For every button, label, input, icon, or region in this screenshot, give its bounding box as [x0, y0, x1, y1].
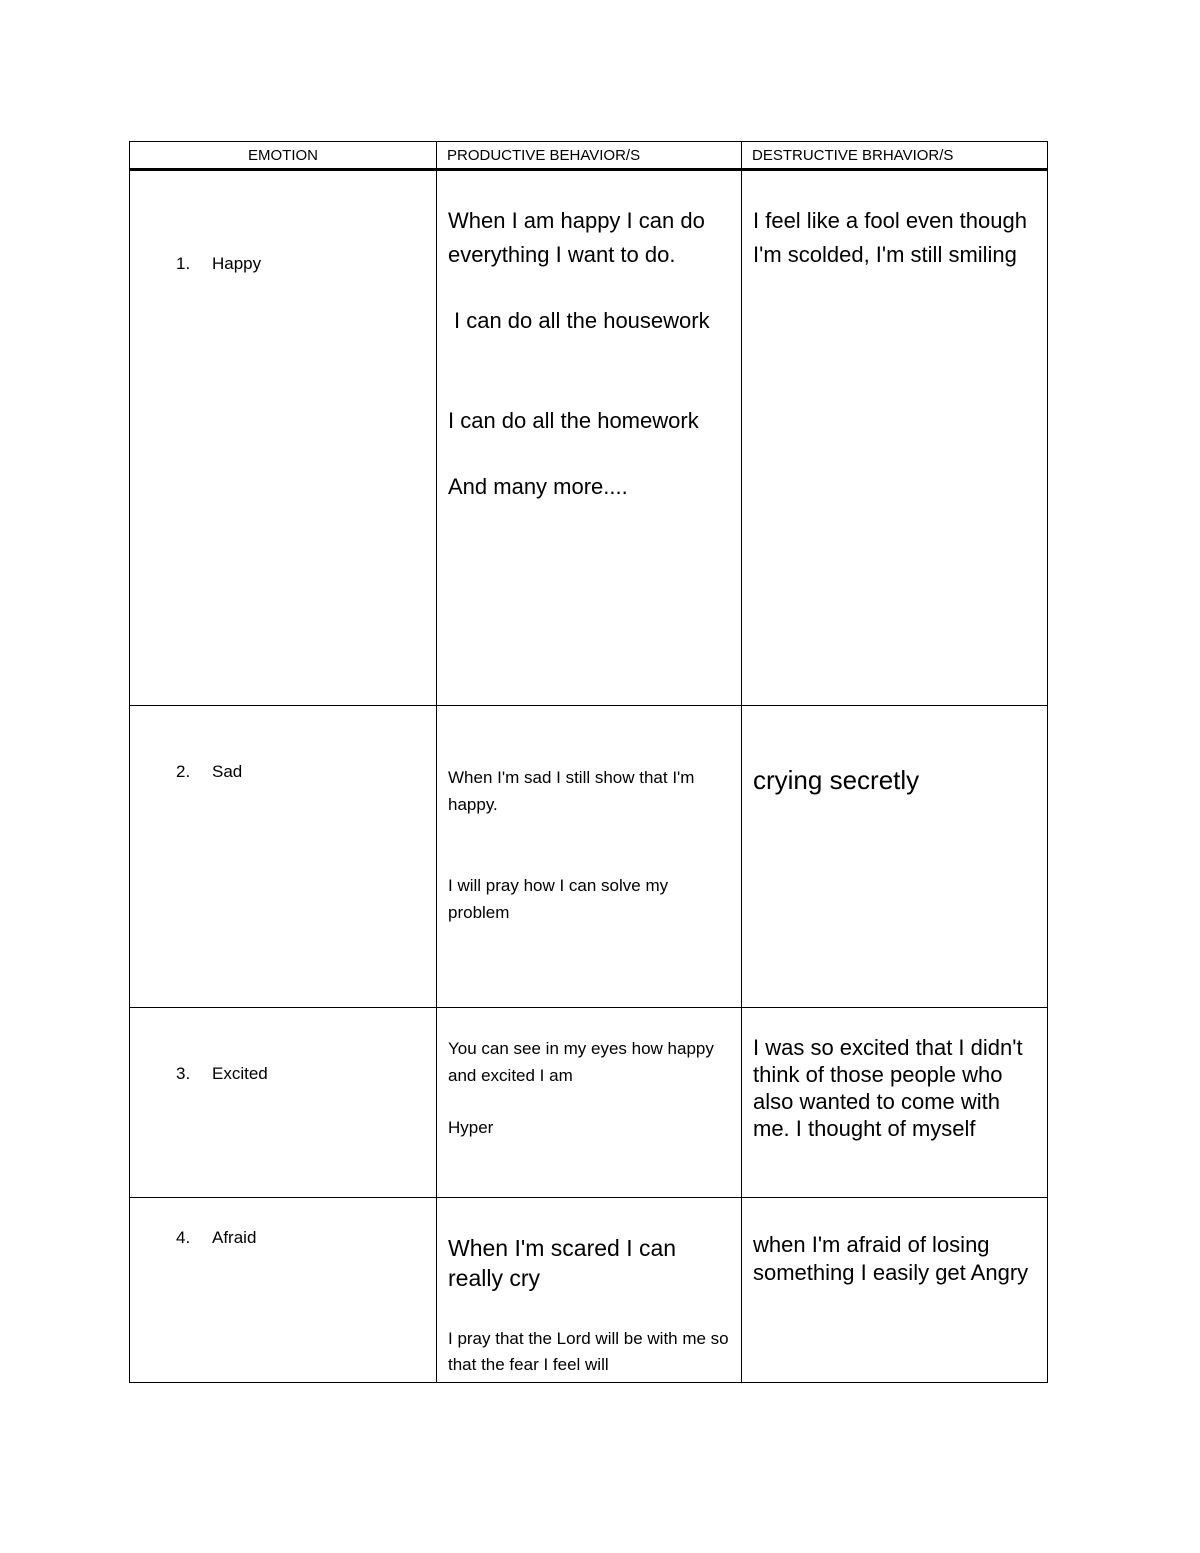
destructive-cell	[742, 1198, 1048, 1383]
header-emotion: EMOTION	[130, 142, 437, 170]
productive-text: I can do all the housework	[454, 308, 710, 333]
productive-cell	[437, 170, 742, 706]
row-number: 1.	[176, 254, 191, 273]
productive-cell	[437, 1008, 742, 1198]
destructive-text: when I'm afraid of losing something I easily get Angry	[753, 1232, 1029, 1285]
productive-text: Hyper	[448, 1118, 494, 1137]
emotion-label: Excited	[212, 1064, 268, 1083]
table-header-row	[130, 142, 1048, 170]
row-number: 3.	[176, 1064, 191, 1083]
header-destructive: DESTRUCTIVE BRHAVIOR/S	[742, 142, 1048, 170]
productive-text: I will pray how I can solve my problem	[448, 876, 669, 922]
productive-text: And many more....	[448, 474, 628, 499]
destructive-text: crying secretly	[753, 765, 920, 795]
emotion-label: Sad	[212, 762, 243, 781]
header-productive: PRODUCTIVE BEHAVIOR/S	[437, 142, 742, 170]
destructive-text: I was so excited that I didn't think of those people who also wanted to come with me. I thought of myself	[753, 1035, 1023, 1141]
productive-cell	[437, 706, 742, 1008]
emotion-cell	[130, 1008, 437, 1198]
table-row	[130, 706, 1048, 1008]
productive-text: You can see in my eyes how happy and excited I am	[448, 1039, 714, 1085]
productive-text: When I am happy I can do everything I want to do.	[448, 208, 705, 267]
table-row	[130, 1008, 1048, 1198]
table-row	[130, 170, 1048, 706]
emotion-label: Happy	[212, 254, 262, 273]
productive-text: I pray that the Lord will be with me so that the fear I feel will	[448, 1329, 729, 1374]
table-row	[130, 1198, 1048, 1383]
destructive-cell	[742, 706, 1048, 1008]
productive-text: When I'm sad I still show that I'm happy.	[448, 768, 695, 814]
productive-cell	[437, 1198, 742, 1383]
emotion-label: Afraid	[212, 1228, 257, 1247]
emotion-cell	[130, 706, 437, 1008]
emotion-behavior-table	[129, 141, 1048, 1383]
row-number: 2.	[176, 762, 191, 781]
destructive-cell	[742, 170, 1048, 706]
emotion-cell	[130, 170, 437, 706]
destructive-text: I feel like a fool even though I'm scolded, I'm still smiling	[753, 208, 1027, 267]
productive-text: I can do all the homework	[448, 408, 699, 433]
emotion-cell	[130, 1198, 437, 1383]
destructive-cell	[742, 1008, 1048, 1198]
row-number: 4.	[176, 1228, 191, 1247]
productive-text: When I'm scared I can really cry	[448, 1235, 677, 1291]
